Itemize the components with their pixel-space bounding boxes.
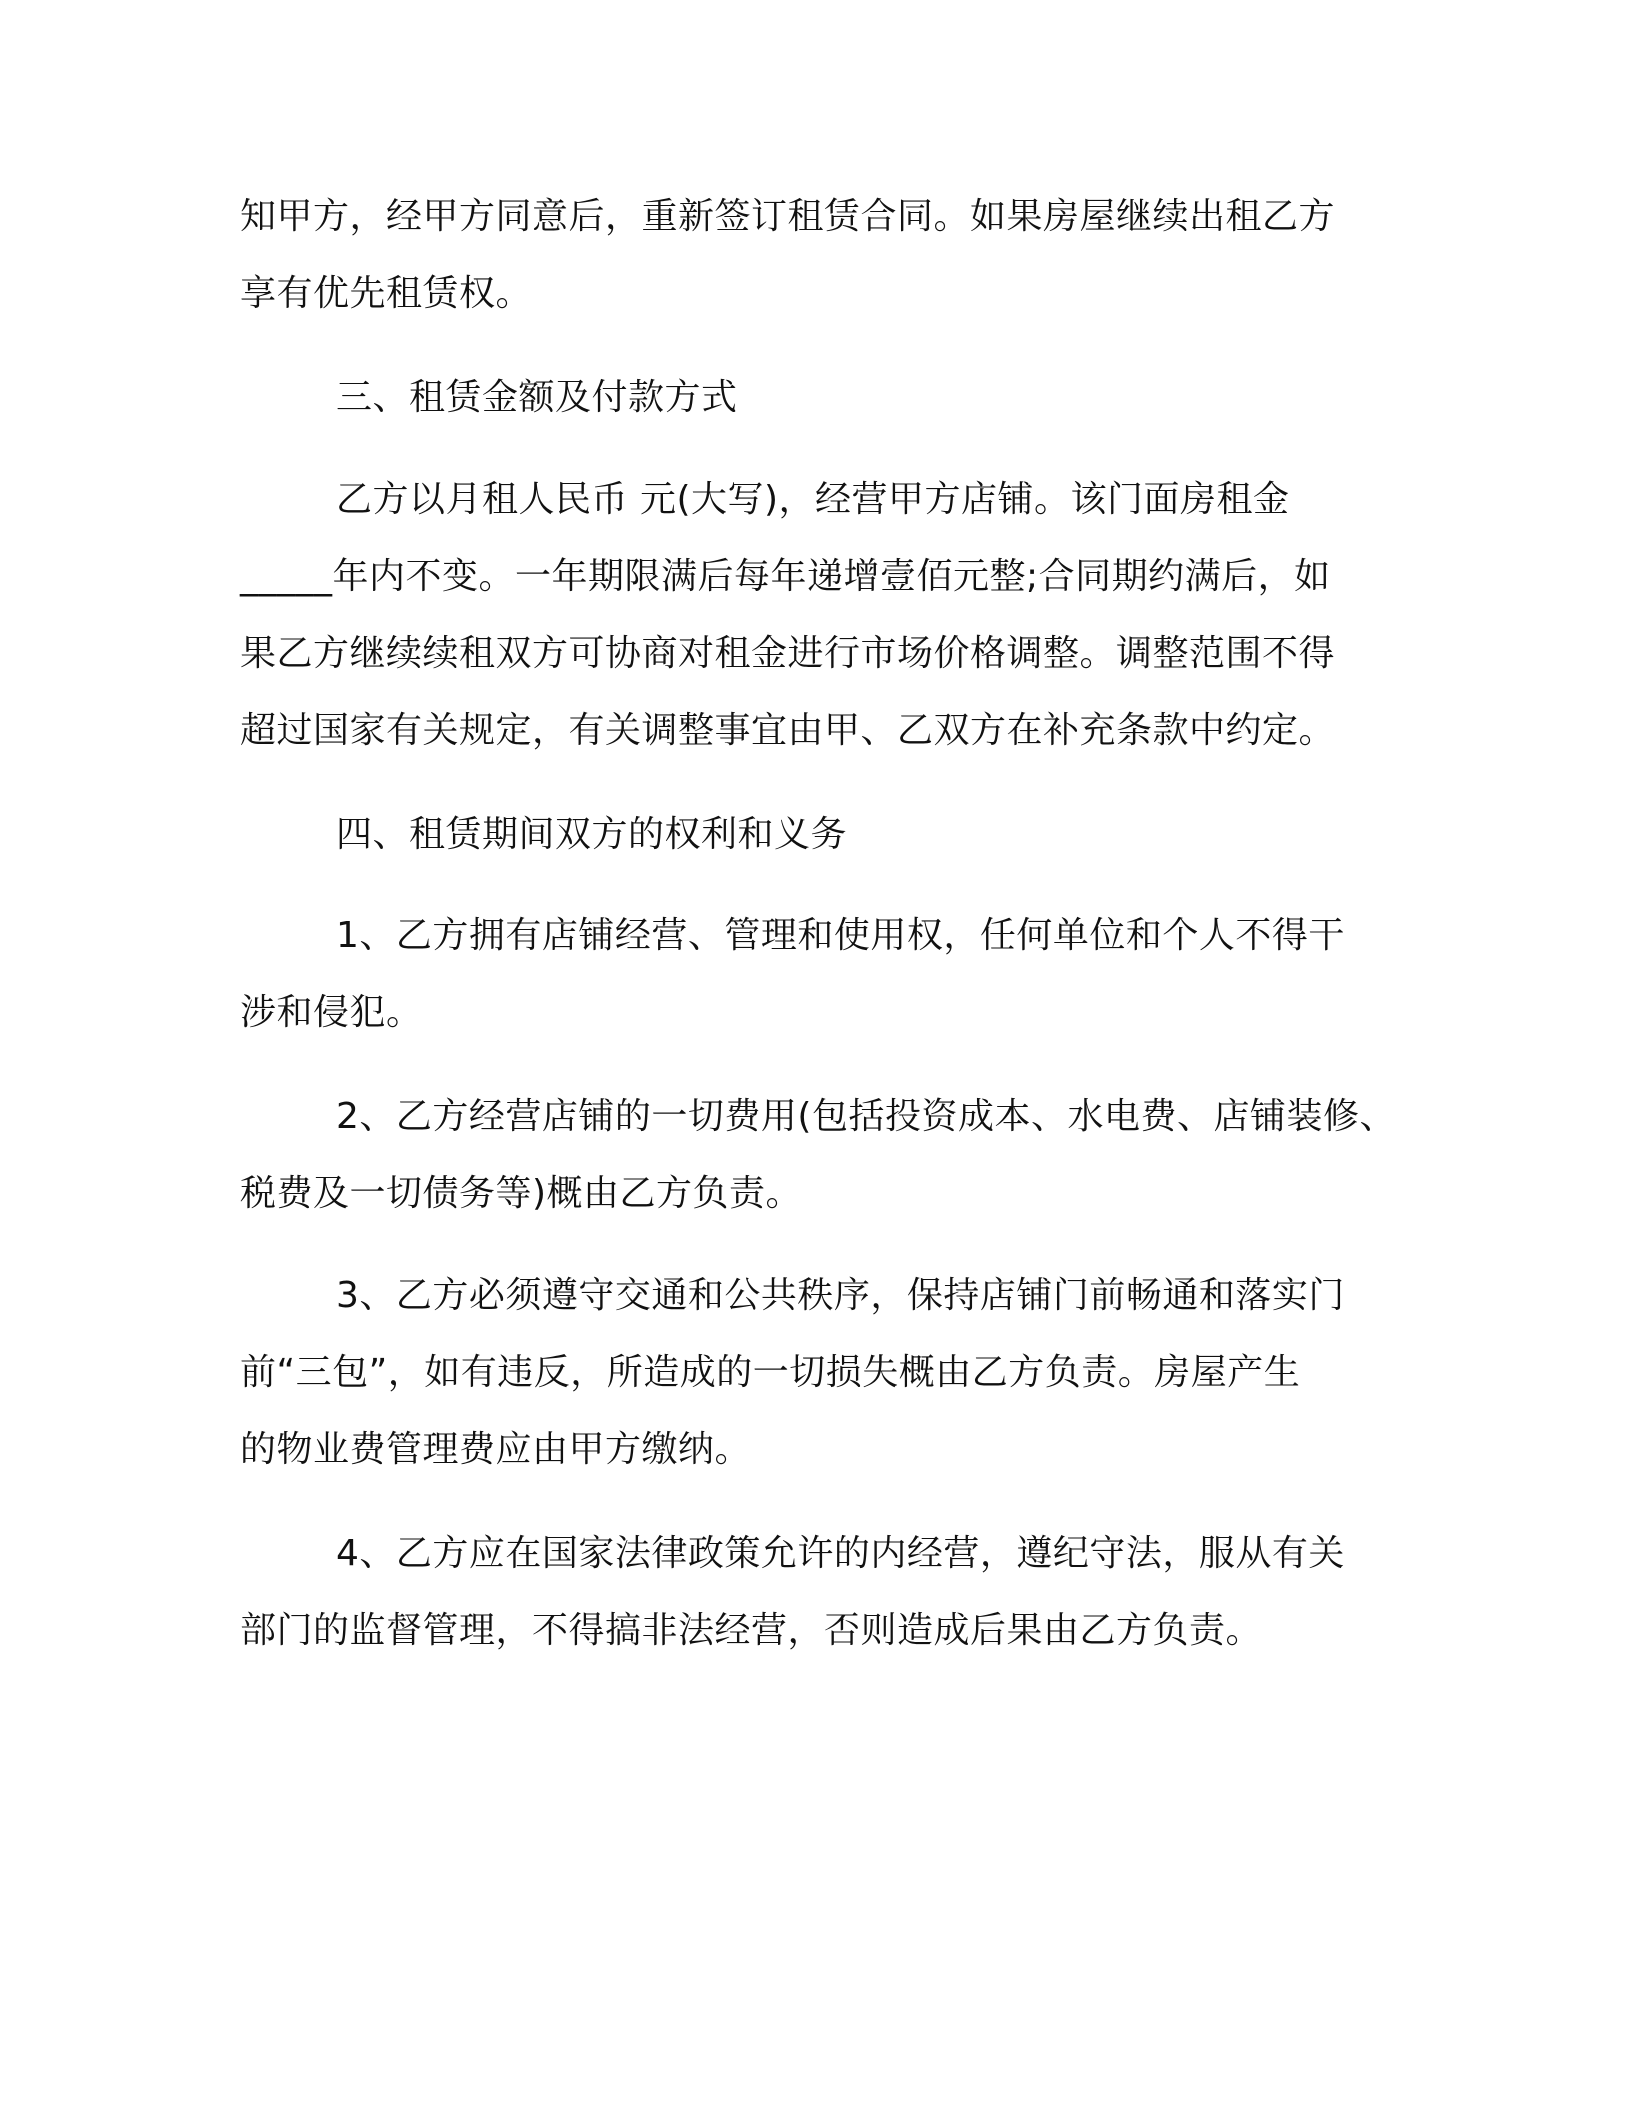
- paragraph-line: 涉和侵犯。: [240, 992, 423, 1033]
- paragraph-line: 2、乙方经营店铺的一切费用(包括投资成本、水电费、店铺装修、: [336, 1096, 1396, 1137]
- paragraph-line: 部门的监督管理，不得搞非法经营，否则造成后果由乙方负责。: [240, 1610, 1263, 1651]
- paragraph-line: 乙方以月租人民币 元(大写)，经营甲方店铺。该门面房租金: [336, 479, 1290, 520]
- paragraph-line: 享有优先租赁权。: [240, 273, 533, 314]
- paragraph-line: 的物业费管理费应由甲方缴纳。: [240, 1429, 752, 1470]
- paragraph-line: 3、乙方必须遵守交通和公共秩序，保持店铺门前畅通和落实门: [336, 1275, 1345, 1316]
- section-heading: 四、租赁期间双方的权利和义务: [336, 814, 848, 855]
- paragraph-line: 前“三包”，如有违反，所造成的一切损失概由乙方负责。房屋产生: [240, 1352, 1301, 1393]
- paragraph-line: 税费及一切债务等)概由乙方负责。: [240, 1173, 803, 1214]
- paragraph-line: 知甲方，经甲方同意后，重新签订租赁合同。如果房屋继续出租乙方: [240, 196, 1336, 237]
- paragraph-line: 4、乙方应在国家法律政策允许的内经营，遵纪守法，服从有关: [336, 1533, 1345, 1574]
- paragraph-line: 超过国家有关规定，有关调整事宜由甲、乙双方在补充条款中约定。: [240, 710, 1336, 751]
- section-heading: 三、租赁金额及付款方式: [336, 377, 738, 418]
- paragraph-line: 1、乙方拥有店铺经营、管理和使用权，任何单位和个人不得干: [336, 915, 1345, 956]
- paragraph-line: 果乙方继续续租双方可协商对租金进行市场价格调整。调整范围不得: [240, 633, 1336, 674]
- paragraph-line: _____年内不变。一年期限满后每年递增壹佰元整;合同期约满后，如: [240, 556, 1331, 597]
